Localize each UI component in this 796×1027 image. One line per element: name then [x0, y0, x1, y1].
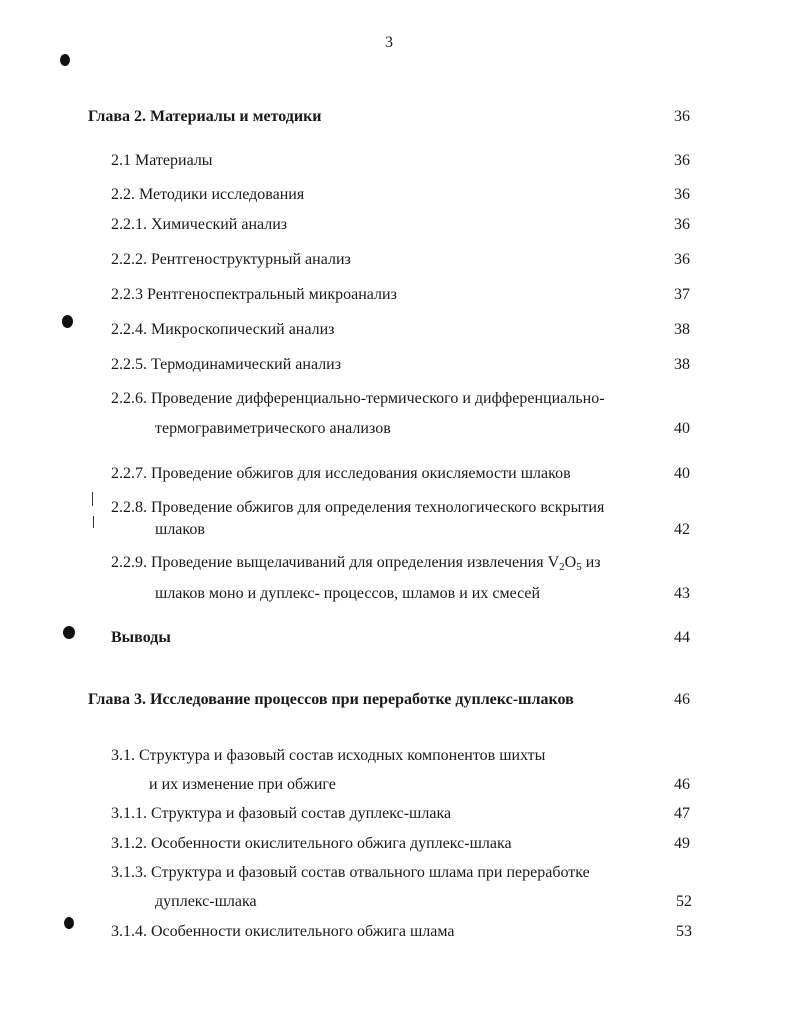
toc-page-number: 36 [674, 152, 690, 169]
scan-mark [93, 516, 94, 528]
scan-mark [92, 492, 93, 506]
toc-page-number: 37 [674, 286, 690, 303]
toc-page-number: 38 [674, 356, 690, 373]
toc-entry: 2.2.1. Химический анализ [111, 216, 288, 233]
binder-hole-mark [63, 626, 75, 639]
toc-page-number: 52 [676, 893, 692, 910]
toc-page-number: 42 [674, 521, 690, 538]
toc-entry: 3.1.2. Особенности окислительного обжига дуплекс-шлака [111, 835, 512, 852]
toc-page-number: 36 [674, 216, 690, 233]
subscript: 2 [559, 561, 565, 573]
binder-hole-mark [62, 315, 73, 328]
toc-entry-continuation: дуплекс-шлака [155, 893, 257, 910]
toc-chapter-title: Глава 3. Исследование процессов при переработке дуплекс-шлаков [88, 691, 574, 708]
binder-hole-mark [60, 54, 70, 66]
toc-page-number: 43 [674, 585, 690, 602]
toc-entry-continuation: термогравиметрического анализов [155, 420, 391, 437]
toc-entry: 3.1. Структура и фазовый состав исходных компонентов шихты [111, 747, 546, 764]
toc-entry: 2.2.8. Проведение обжигов для определения технологического вскрытия [111, 499, 605, 516]
toc-page-number: 36 [674, 251, 690, 268]
page-number: 3 [385, 34, 393, 51]
toc-chapter-title: Глава 2. Материалы и методики [88, 108, 322, 125]
toc-page-number: 44 [674, 629, 690, 646]
toc-page-number: 46 [674, 776, 690, 793]
toc-page-number: 40 [674, 420, 690, 437]
toc-entry: 2.2.3 Рентгеноспектральный микроанализ [111, 286, 397, 303]
toc-entry-text: из [581, 554, 601, 571]
toc-entry: 2.2.5. Термодинамический анализ [111, 356, 342, 373]
toc-conclusions: Выводы [111, 629, 171, 646]
toc-entry-continuation: шлаков [155, 521, 205, 538]
binder-hole-mark [64, 917, 74, 929]
toc-entry [111, 553, 601, 573]
toc-entry: 3.1.1. Структура и фазовый состав дуплекс-шлака [111, 805, 452, 822]
toc-entry-text: 2.2.9. Проведение выщелачиваний для определения извлечения V [111, 554, 560, 571]
toc-entry: 3.1.3. Структура и фазовый состав отвального шлама при переработке [111, 864, 590, 881]
toc-entry: 2.2.7. Проведение обжигов для исследования окисляемости шлаков [111, 465, 571, 482]
toc-entry-continuation: шлаков моно и дуплекс- процессов, шламов и их смесей [155, 585, 541, 602]
toc-page-number: 36 [674, 186, 690, 203]
toc-page-number: 40 [674, 465, 690, 482]
toc-page-number: 53 [676, 923, 692, 940]
toc-page-number: 47 [674, 805, 690, 822]
toc-entry: 2.2.6. Проведение дифференциально-термического и дифференциально- [111, 390, 605, 407]
toc-entry: 2.1 Материалы [111, 152, 213, 169]
toc-page-number: 46 [674, 691, 690, 708]
subscript: 5 [576, 561, 582, 573]
toc-page-number: 49 [674, 835, 690, 852]
toc-entry: 2.2. Методики исследования [111, 186, 305, 203]
toc-entry: 2.2.2. Рентгеноструктурный анализ [111, 251, 351, 268]
toc-entry: 3.1.4. Особенности окислительного обжига шлама [111, 923, 455, 940]
toc-page-number: 38 [674, 321, 690, 338]
toc-entry-text: O [564, 554, 577, 571]
toc-entry: 2.2.4. Микроскопический анализ [111, 321, 335, 338]
toc-entry-continuation: и их изменение при обжиге [149, 776, 336, 793]
toc-page-number: 36 [674, 108, 690, 125]
